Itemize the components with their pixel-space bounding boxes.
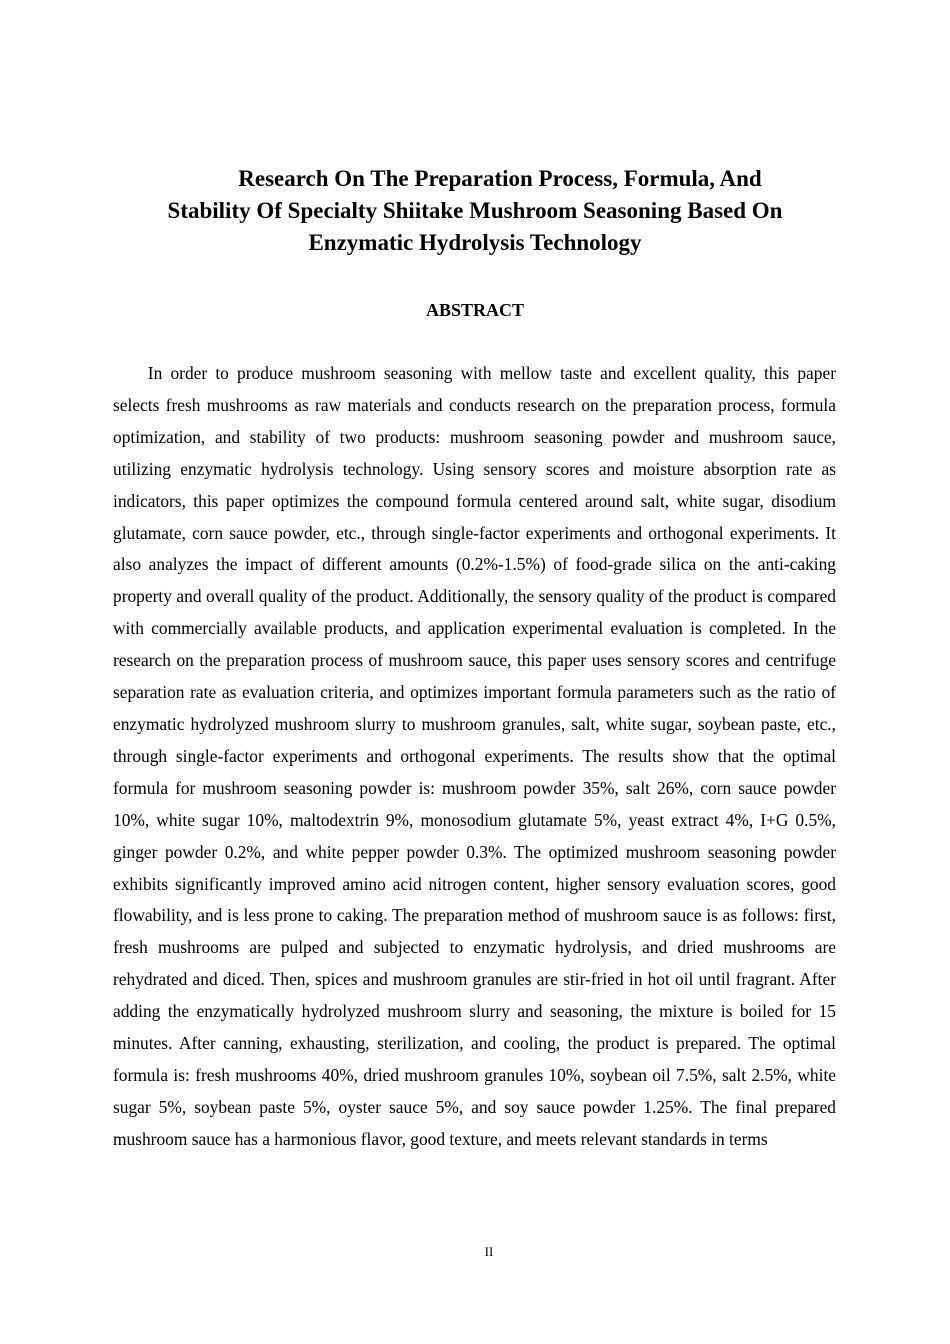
paper-title bbox=[100, 163, 850, 259]
abstract-body: In order to produce mushroom seasoning with mellow taste and excellent quality, this paper selects fresh mushrooms as raw materials and conducts research on the preparation process, formula optimization, and stability of two products: mushroom seasoning powder and mushroom sauce, utilizing enzymatic hydrolysis technology. Using sensory scores and moisture absorption rate as indicators, this paper optimizes the compound formula centered around salt, white sugar, disodium glutamate, corn sauce powder, etc., through single-factor experiments and orthogonal experiments. It also analyzes the impact of different amounts (0.2%-1.5%) of food-grade silica on the anti-caking property and overall quality of the product. Additionally, the sensory quality of the product is compared with commercially available products, and application experimental evaluation is completed. In the research on the preparation process of mushroom sauce, this paper uses sensory scores and centrifuge separation rate as evaluation criteria, and optimizes important formula parameters such as the ratio of enzymatic hydrolyzed mushroom slurry to mushroom granules, salt, white sugar, soybean paste, etc., through single-factor experiments and orthogonal experiments. The results show that the optimal formula for mushroom seasoning powder is: mushroom powder 35%, salt 26%, corn sauce powder 10%, white sugar 10%, maltodextrin 9%, monosodium glutamate 5%, yeast extract 4%, I+G 0.5%, ginger powder 0.2%, and white pepper powder 0.3%. The optimized mushroom seasoning powder exhibits significantly improved amino acid nitrogen content, higher sensory evaluation scores, good flowability, and is less prone to caking. The preparation method of mushroom sauce is as follows: first, fresh mushrooms are pulped and subjected to enzymatic hydrolysis, and dried mushrooms are rehydrated and diced. Then, spices and mushroom granules are stir-fried in hot oil until fragrant. After adding the enzymatically hydrolyzed mushroom slurry and seasoning, the mixture is boiled for 15 minutes. After canning, exhausting, sterilization, and cooling, the product is prepared. The optimal formula is: fresh mushrooms 40%, dried mushroom granules 10%, soybean oil 7.5%, salt 2.5%, white sugar 5%, soybean paste 5%, oyster sauce 5%, and soy sauce powder 1.25%. The final prepared mushroom sauce has a harmonious flavor, good texture, and meets relevant standards in terms bbox=[113, 363, 836, 1149]
paper-title-line-2: Stability Of Specialty Shiitake Mushroom Seasoning Based On bbox=[167, 198, 783, 223]
abstract-heading: ABSTRACT bbox=[425, 300, 525, 320]
paper-title-line-3: Enzymatic Hydrolysis Technology bbox=[308, 230, 642, 255]
paper-title-line-1: Research On The Preparation Process, Formula, And bbox=[238, 166, 762, 191]
page-number: II bbox=[484, 1244, 494, 1259]
